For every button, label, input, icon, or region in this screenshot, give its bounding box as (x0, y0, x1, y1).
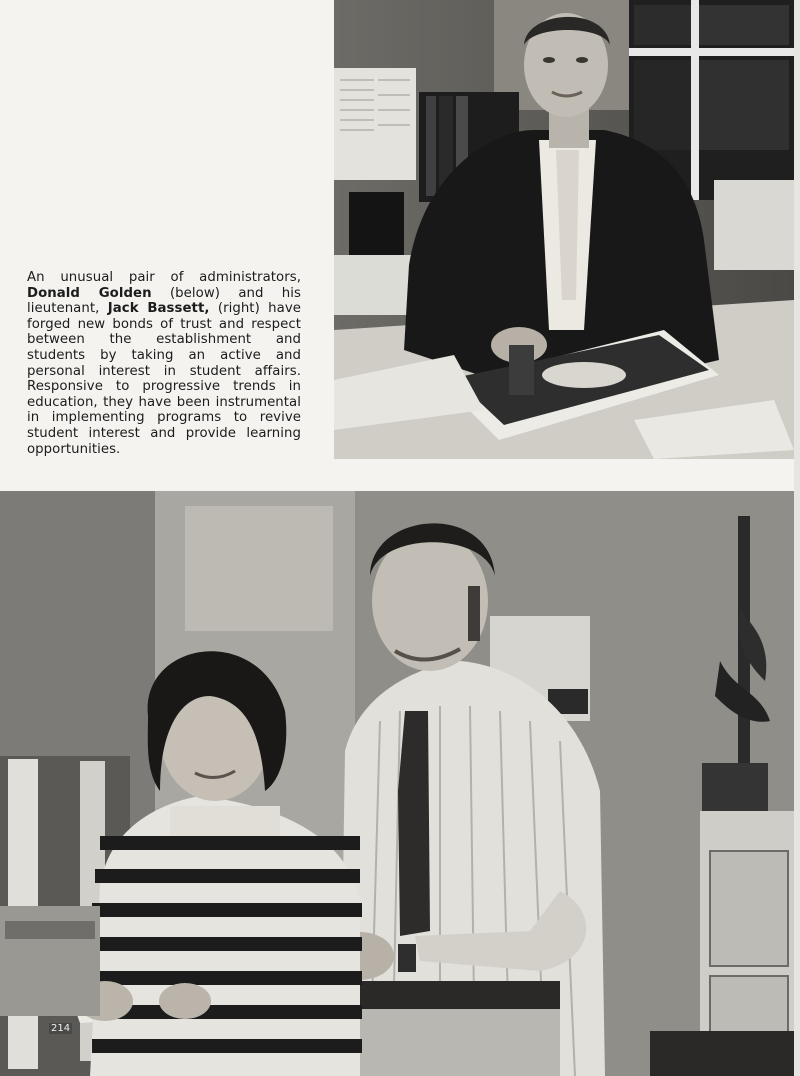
photo-jack-bassett (334, 0, 794, 459)
photo-donald-golden (0, 491, 794, 1076)
caption-mid: (below) and his lieutenant, (27, 285, 302, 317)
caption-name-golden: Donald Golden (27, 285, 152, 301)
page-edge (794, 0, 800, 1076)
caption-rest: (right) have forged new bonds of trust and respect between the establishment and students by taking an active and personal interest in student affairs. Responsive to progressive trends in education, they have been instrumental in implementing programs to revive student interest and provide learning opportunities. (27, 301, 301, 457)
caption-text (27, 270, 301, 457)
caption-name-bassett: Jack Bassett, (107, 301, 210, 317)
page-number: 214 (51, 1023, 71, 1034)
caption-intro: An unusual pair of administrators, (27, 270, 301, 285)
